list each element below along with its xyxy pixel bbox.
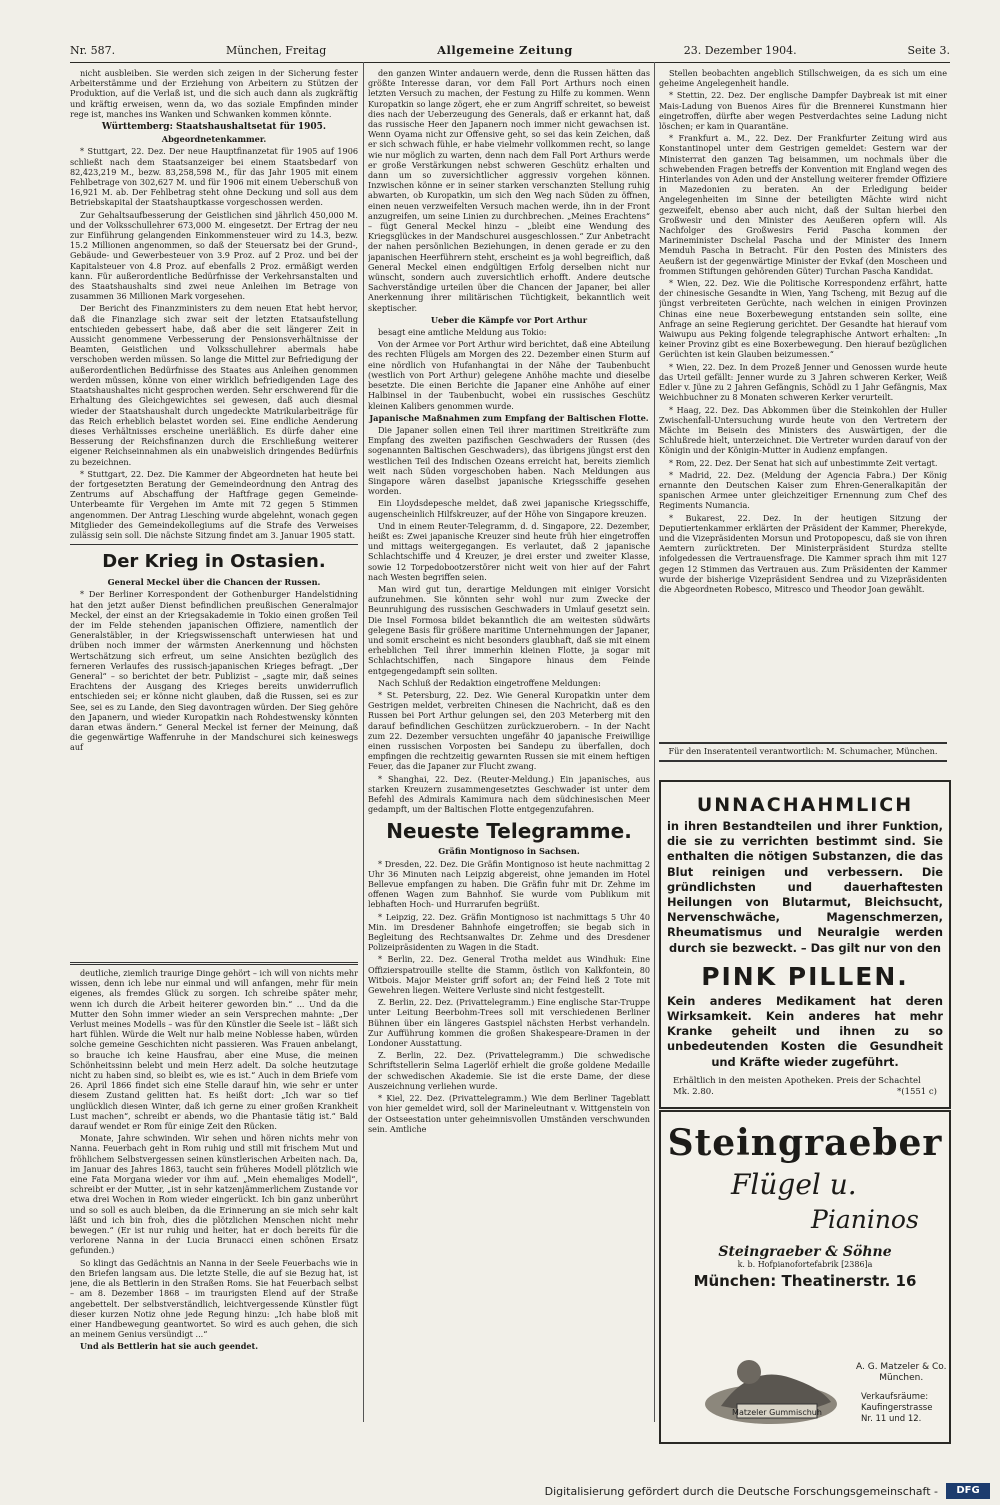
footer-text: Digitalisierung gefördert durch die Deutsche Forschungsgemeinschaft -	[544, 1485, 938, 1498]
telegram-text: * Berlin, 22. Dez. General Trotha meldet aus Windhuk: Eine Offizierspatrouille stellte die Stamm, östlich von Kalkfontein, 80 Witbois. Major Meister griff sofort an; der Feind ließ 2 Tote mit Gewehren liegen. Weitere Verluste sind nicht festgestellt.	[368, 954, 650, 996]
ad-salesrooms	[861, 1392, 932, 1425]
article-text: besagt eine amtliche Meldung aus Tokio:	[378, 327, 547, 338]
advertisement-steingraeber	[659, 1110, 951, 1444]
imprint-rule-top	[659, 742, 947, 744]
section-subheading: Abgeordnetenkammer.	[161, 134, 267, 145]
salesrooms-number: Nr. 11 und 12.	[861, 1414, 922, 1424]
feuilleton-text: deutliche, ziemlich traurige Dinge gehört – ich will von nichts mehr wissen, denn ich lebe nur einmal und will anfangen, mehr für mein eigenes, als fremdes Glück zu sorgen. Ich schreibe später mehr, wenn ich durch die Arbeit heiterer geworden bin.“ ... Und da die Mutter den Sohn immer wieder an sein Versprechen mahnte: „Der Verlust meines Modells – was für den Künstler die Seele ist – läßt sich hart fühlen. Würde die Welt nur halb meine Noblesse haben, würden solche gemeine Geschichten nicht passieren. Was Frauen anbelangt, so brauche ich keine Hausfrau, aber eine Muse, die meinen Schönheitssinn belebt und mein Herz adelt. Da solche heutzutage nicht zu haben sind, so bleibt es, wie es ist.“ Auch in dem Briefe vom 26. April 1866 findet sich eine Stelle darauf hin, wie sehr er unter diesem Zustand gelitten hat. Es heißt dort: „Ich war so tief unglücklich diesen Winter, daß ich gerne zu einer großen Krankheit Lust machen“, schreibt er abends, wo die Phantasie tätig ist.“ Bald darauf wendet er Rom für einige Zeit den Rücken.	[70, 968, 358, 1132]
column-2	[368, 68, 650, 1430]
article-text: * Der Berliner Korrespondent der Gothenburger Handelstidning hat den jetzt außer Dienst befindlichen preußischen Generalmajor Meckel, der einst an der Kriegsakademie in Tokio einen großen Teil der im Felde stehenden japanischen Offiziere, namentlich der Generalstäbler, in der Kriegswissenschaft unterwiesen hat und drüben noch immer der wärmsten Anerkennung und höchsten Wertschätzung sich erfreut, um seine Ansichten bezüglich des ferneren Verlaufes des russisch-japanischen Krieges befragt. „Der General“ – so berichtet der betr. Publizist – „sagte mir, daß seines Erachtens der Ausgang des Krieges bereits unwiderruflich entschieden sei; er könne nicht glauben, daß die Russen, sei es zur See, sei es zu Lande, den Sieg davontragen würden. Der Sieg gehöre den Japanern, und wieder Kuropatkin nach Rohdestwensky könnten daran etwas ändern.“ General Meckel ist ferner der Meinung, daß die gegenwärtige Waffenruhe in der Mandschurei sich keineswegs auf	[70, 589, 358, 753]
ad-line-pianinos: Pianinos	[811, 1205, 919, 1234]
shoe-label: Matzeler Gummischuh	[732, 1408, 822, 1417]
page-header	[70, 40, 950, 60]
column-divider	[363, 62, 364, 1422]
ad-headline: UNNACHAHMLICH	[696, 794, 914, 816]
ad-code: *(1551 c)	[897, 1086, 937, 1097]
section-headline: Neueste Telegramme.	[386, 819, 632, 844]
telegram-text: Stellen beobachten angeblich Stillschweigen, da es sich um eine geheime Angelegenheit handle.	[659, 68, 947, 89]
column-1-feuilleton	[70, 968, 358, 1430]
ad-subtitle	[661, 1260, 949, 1269]
telegram-text: * Stettin, 22. Dez. Der englische Dampfer Daybreak ist mit einer Mais-Ladung von Buenos Aires für die Brennerei Kunstmann hier eingetroffen, dürfte aber wegen Pestverdachtes seine Ladung nicht löschen; er kam in Quarantäne.	[659, 90, 947, 132]
advertisement-pink-pillen	[659, 780, 951, 1109]
salesrooms-label: Verkaufsräume:	[861, 1392, 929, 1402]
telegram-text: * Rom, 22. Dez. Der Senat hat sich auf unbestimmte Zeit vertagt.	[669, 457, 938, 468]
telegram-text: * Frankfurt a. M., 22. Dez. Der Frankfurter Zeitung wird aus Konstantinopel unter dem Gestrigen gemeldet: Gestern war der Ministerrat den ganzen Tag beisammen, um nochmals über die schwebenden Fragen betreffs der Konvention mit England wegen des Hinterlandes von Aden und der Anstellung weiterer fremder Offiziere in Mazedonien zu beraten. An der Erledigung beider Angelegenheiten im Sinne der beteiligten Mächte wird nicht gezweifelt, ebenso aber auch nicht, daß der Sultan hierbei den Großwesir und den Minister des Aeußeren opfern will. Als Nachfolger des Großwesirs Ferid Pascha kommen der Marineminister Dschelal Pascha und der Minister des Innern Memduh Pascha in Betracht. Für den Posten des Ministers des Aeußern ist der gegenwärtige Minister der Evkaf (den Moscheen und frommen Stiftungen gehörenden Güter) Turchan Pascha Kandidat.	[659, 133, 947, 276]
ad-address: München: Theatinerstr. 16	[693, 1272, 917, 1290]
article-text: * St. Petersburg, 22. Dez. Wie General Kuropatkin unter dem Gestrigen meldet, verbreiten Chinesen die Nachricht, daß es den Russen bei Port Arthur gelungen sei, den 203 Meterberg mit den darauf befindlichen Geschützen zurückzuerobern. – In der Nacht zum 22. Dezember versuchten ungefähr 40 japanische Freiwillige einen russischen Vorposten bei Sandepu zu überfallen, doch empfingen die rechtzeitig gewarnten Russen sie mit einem heftigen Feuer, das die Japaner zur Flucht zwang.	[368, 689, 650, 772]
column-3	[659, 68, 947, 740]
article-text: Man wird gut tun, derartige Meldungen mit einiger Vorsicht aufzunehmen. Sie könnten sehr wohl nur zum Zwecke der Beunruhigung des russischen Geschwaders in Umlauf gesetzt sein. Die Insel Formosa bildet bekanntlich die am weitesten südwärts gelegene Basis für größere maritime Unternehmungen der Japaner, und somit erscheint es nicht besonders glaubhaft, daß sie mit einem erheblichen Teil ihrer immerhin kleinen Flotte, ja sogar mit Schlachtschiffen, nach Singapore hinaus dem Feinde entgegengedampft sein sollten.	[368, 583, 650, 676]
telegram-text: Z. Berlin, 22. Dez. (Privattelegramm.) Eine englische Star-Truppe unter Leitung Beerbohm-Trees soll mit verschiedenen Berliner Bühnen über ein längeres Gastspiel nächsten Herbst verhandeln. Zur Aufführung kommen die großen Shakespeare-Dramen in der Londoner Ausstattung.	[368, 997, 650, 1049]
city-day: München, Freitag	[226, 43, 327, 57]
telegram-text: * Madrid, 22. Dez. (Meldung der Agencia Fabra.) Der König ernannte den Deutschen Kaiser zum Ehren-Generalkapitän der spanischen Armee unter gleichzeitiger Ernennung zum Chef des Regiments Numancia.	[659, 469, 947, 511]
feuilleton-text: So klingt das Gedächtnis an Nanna in der Seele Feuerbachs wie in den Briefen langsam aus. Die letzte Stelle, die auf sie Bezug hat, ist jene, die als Bettlerin in den Straßen Roms. Sie hat Feuerbach selbst – am 8. Dezember 1868 – im traurigsten Elend auf der Straße angebettelt. Der selbstverständlich, leichtvergessende Künstler fügt dieser kurzen Notiz ohne jede Regung hinzu: „Ich habe bloß mit einer Handbewegung geantwortet. So wird es auch gehen, die sich an meinem Genius versündigt ...“	[70, 1257, 358, 1340]
telegram-text: * Wien, 22. Dez. In dem Prozeß Jenner und Genossen wurde heute das Urteil gefällt: Jenner wurde zu 3 Jahren schweren Kerker, Weiß Edler v. Jüne zu 2 Jahren Gefängnis, Schödl zu 1 Jahr Gefängnis, Max Weichbuchner zu 8 Monaten schweren Kerker verurteilt.	[659, 361, 947, 403]
article-text: Zur Gehaltsaufbesserung der Geistlichen sind jährlich 450,000 M. und der Volksschullehrer 673,000 M. eingesetzt. Der Ertrag der neu zur Einführung gelangenden Einkommensteuer wird zu 14.3, bezw. 15.2 Millionen angenommen, so daß der Steuersatz bei der Grund-, Gebäude- und Gewerbesteuer von 3.9 Proz. auf 2 Proz. und bei der Kapitalsteuer von 4.8 Proz. auf ebenfalls 2 Proz. ermäßigt werden kann. Für außerordentliche Bedürfnisse der Verkehrsanstalten und des Staatshaushalts sind zwei neue Anleihen im Betrage von zusammen 36 Millionen Mark vorgesehen.	[70, 209, 358, 302]
section-heading: Württemberg: Staatshaushaltsetat für 1905.	[101, 122, 327, 133]
column-1	[70, 68, 358, 958]
issue-number: Nr. 587.	[70, 43, 116, 57]
column-divider	[654, 62, 655, 1422]
article-text: Von der Armee vor Port Arthur wird berichtet, daß eine Abteilung des rechten Flügels am Morgen des 22. Dezember einen Sturm auf eine nördlich von Hufanhangtai in der Nähe der Taubenbucht (westlich von Port Arthur) gelegene Anhöhe machte und dieselbe besetzte. Die einen Berichte die Japaner eine Anhöhe auf einer Halbinsel in der Taubenbucht, wobei ein russisches Geschütz kleinen Kalibers genommen wurde.	[368, 339, 650, 411]
imprint: Für den Inseratenteil verantwortlich: M. Schumacher, München.	[668, 746, 938, 756]
issue-date: 23. Dezember 1904.	[683, 43, 797, 57]
telegram-text: * Bukarest, 22. Dez. In der heutigen Sitzung der Deputiertenkammer erklärten der Präsident der Kammer, Pherekyde, und die Vizepräsidenten Morsun und Protopopescu, daß sie von ihren Aemtern zurücktreten. Der Ministerpräsident Sturdza stellte infolgedessen die Vertrauensfrage. Die Kammer sprach ihm mit 127 gegen 12 Stimmen das Vertrauen aus. Zum Präsidenten der Kammer wurde der bisherige Vizepräsident Sendrea und zu Vizepräsidenten die Abgeordneten Robesco, Mitresco und Theodor Joan gewählt.	[659, 512, 947, 594]
telegram-text: * Wien, 22. Dez. Wie die Politische Korrespondenz erfährt, hatte der chinesische Gesandte in Wien, Yang Tscheng, mit Bezug auf die jüngst verbreiteten Gerüchte, nach welchen in einigen Provinzen Chinas eine neue Boxerbewegung entstanden sein sollte, eine Anfrage an seine Regierung gerichtet. Der Gesandte hat hierauf vom Waiwupu aus Peking folgende telegraphische Antwort erhalten: „In keiner Provinz gibt es eine Boxerbewegung. Den hierauf bezüglichen Gerüchten ist kein Glauben beizumessen.“	[659, 278, 947, 360]
ad-body-2: Kein anderes Medikament hat deren Wirksamkeit. Kein anderes hat mehr Kranke geheilt und ihnen zu so unbedeutenden Kosten die Gesundheit und Kräfte wieder zugeführt.	[667, 993, 943, 1069]
header-rule	[70, 62, 950, 63]
ad-sub: k. b. Hofpianofortefabrik	[737, 1260, 839, 1269]
article-text: * Shanghai, 22. Dez. (Reuter-Meldung.) Ein japanisches, aus starken Kreuzern zusammengesetztes Geschwader ist unter dem Befehl des Admirals Kamimura nach dem südchinesischen Meer gedampft, um der Baltischen Flotte entgegenzufahren.	[368, 773, 650, 815]
company-name: A. G. Matzeler & Co.	[856, 1362, 947, 1372]
ad-line-fluegel: Flügel u.	[731, 1168, 857, 1201]
section-subheading: General Meckel über die Chancen der Russen.	[107, 577, 321, 588]
ad-company	[856, 1362, 946, 1384]
telegram-text: * Haag, 22. Dez. Das Abkommen über die Steinkohlen der Huller Zwischenfall-Untersuchung wurde heute von den Vertretern der Mächte im Beisein des Ministers des Auswärtigen, der die Schlußrede hielt, unterzeichnet. Die Vertreter wurden darauf von der Königin und der Königin-Mutter in Audienz empfangen.	[659, 404, 947, 456]
ad-availability: Erhältlich in den meisten Apotheken. Preis der Schachtel Mk. 2.80.	[673, 1075, 921, 1097]
section-subheading: Japanische Maßnahmen zum Empfang der Baltischen Flotte.	[369, 412, 649, 423]
telegram-text: * Leipzig, 22. Dez. Gräfin Montignoso ist nachmittags 5 Uhr 40 Min. im Dresdener Bahnhofe eingetroffen; sie begab sich in Begleitung des Rechtsanwaltes Dr. Zehme und des Dresdener Polizeipräsidenten zu Wagen in die Stadt.	[368, 911, 650, 953]
telegram-text: * Kiel, 22. Dez. (Privattelegramm.) Wie dem Berliner Tageblatt von hier gemeldet wird, soll der Marineleutnant v. Wittgenstein von der Ostseestation unter geheimnisvollen Umständen verschwunden sein. Amtliche	[368, 1093, 650, 1134]
feuilleton-rule	[70, 962, 358, 965]
dfg-logo-icon: DFG	[946, 1483, 990, 1499]
article-text: Die Japaner sollen einen Teil ihrer maritimen Streitkräfte zum Empfang des zweiten pazifischen Geschwaders der Russen (des sogenannten Baltischen Geschwaders), das übrigens jüngst erst den westlichen Teil des Indischen Ozeans erreicht hat, bereits ziemlich weit nach Süden vorgeschoben haben. Nach Meldungen aus Singapore wären daselbst japanische Kriegsschiffe gesehen worden.	[368, 424, 650, 497]
article-text: * Stuttgart, 22. Dez. Die Kammer der Abgeordneten hat heute bei der fortgesetzten Beratung der Gemeindeordnung den Antrag des Zentrums auf Abschaffung der Haftfrage gegen Gemeinde-Unterbeamte für Vergehen im Amte mit 72 gegen 5 Stimmen angenommen. Der Antrag Liesching wurde abgelehnt, wonach gegen Mitglieder des Gemeindekollegiums auf die Strafe des Verweises zulässig sein soll. Die nächste Sitzung findet am 3. Januar 1905 statt.	[70, 468, 358, 540]
article-text: Nach Schluß der Redaktion eingetroffene Meldungen:	[378, 677, 601, 688]
newspaper-title: Allgemeine Zeitung	[437, 43, 573, 57]
digitization-footer	[0, 1478, 1000, 1505]
section-headline: Der Krieg in Ostasien.	[102, 551, 326, 573]
ad-body: in ihren Bestandteilen und ihrer Funktion, die sie zu verrichten bestimmt sind. Sie enthalten die nötigen Substanzen, die das Blut reinigen und verbessern. Die gründlichsten und dauerhaftesten Heilungen von Blutarmut, Bleichsucht, Nervenschwäche, Magenschmerzen, Rheumatismus und Neuralgie werden durch sie bezweckt. – Das gilt nur von den	[667, 819, 943, 955]
ad-code: [2386]a	[841, 1260, 873, 1269]
ad-firm: Steingraeber & Söhne	[718, 1244, 892, 1260]
ad-small-print	[673, 1076, 937, 1098]
company-city: München.	[879, 1373, 924, 1383]
article-text: * Stuttgart, 22. Dez. Der neue Hauptfinanzetat für 1905 auf 1906 schließt nach dem Staatsanzeiger bei einem Staatsbedarf von 82,423,219 M., bezw. 83,258,598 M., für das Jahr 1905 mit einem Fehlbetrage von 302,627 M. und für 1906 mit einem Ueberschuß von 16,921 M. ab. Der Fehlbetrag steht ohne Deckung und soll aus dem Betriebskapital der Staatshauptkasse vorgeschossen werden.	[70, 146, 358, 208]
article-text: nicht ausbleiben. Sie werden sich zeigen in der Sicherung fester Arbeiterstämme und der Erziehung von Arbeitern zu Stützen der Produktion, auf die Verlaß ist, und die sich auch dann als zugkräftig und kräftig erweisen, wenn da, wo das soziale Empfinden minder rege ist, manches ins Wanken und Schwanken kommen könnte.	[70, 68, 358, 119]
section-subheading: Ueber die Kämpfe vor Port Arthur	[430, 314, 588, 325]
section-subheading: Gräfin Montignoso in Sachsen.	[438, 846, 580, 857]
telegram-text: * Dresden, 22. Dez. Die Gräfin Montignoso ist heute nachmittag 2 Uhr 36 Minuten nach Leipzig abgereist, ohne jemanden im Hotel Bellevue empfangen zu haben. Die Gräfin fuhr mit Dr. Zehme im offenen Wagen zum Bahnhof. Sie wurde vom Publikum mit lebhaften Hoch- und Hurrarufen begrüßt.	[368, 858, 650, 910]
imprint-rule-bottom	[659, 760, 947, 762]
telegram-text: Z. Berlin, 22. Dez. (Privattelegramm.) Die schwedische Schriftstellerin Selma Lagerlöf erhielt die große goldene Medaille der schwedischen Akademie. Sie ist die erste Dame, der diese Auszeichnung verliehen wurde.	[368, 1050, 650, 1091]
page-number: Seite 3.	[907, 43, 950, 57]
section-rule	[70, 544, 358, 545]
brand-logo: Steingraeber	[667, 1122, 943, 1164]
shoe-illustration-icon	[691, 1344, 851, 1432]
feuilleton-text: Monate, Jahre schwinden. Wir sehen und hören nichts mehr von Nanna. Feuerbach geht in Rom ruhig und still mit frischem Mut und fröhlichem Selbstvergessen seinen künstlerischen Arbeiten nach. Da, im Januar des Jahres 1863, taucht sein früheres Modell plötzlich wie eine Fata Morgana wieder vor ihm auf. „Mein ehemaliges Modell“, schreibt er der Mutter, „ist in sehr katzenjämmerlichem Zustande vor etwa drei Wochen in Rom wieder eingerückt. Ich bin ganz unberührt und so soll es auch bleiben, da die Erinnerung an sie mich sehr kalt läßt und ich bin froh, dies die plötzlichen Menschen nicht mehr bewegen.“ (Er ist nur ruhig und heiter, hat er doch bereits für die verlorene Nanna in der Lucia Brunacci einen schönen Ersatz gefunden.)	[70, 1133, 358, 1256]
ad-product: PINK PILLEN.	[701, 961, 909, 991]
feuilleton-end: Und als Bettlerin hat sie auch geendet.	[80, 1341, 259, 1352]
article-text: den ganzen Winter andauern werde, denn die Russen hätten das größte Interesse daran, vor dem Fall Port Arthurs noch einen letzten Versuch zu machen, der Festung zu Hilfe zu kommen. Wenn Kuropatkin so lange zögert, ehe er zum Angriff schreitet, so beweist dies nach der Ueberzeugung des Generals, daß er erkannt hat, daß das russische Heer den Japanern noch immer nicht gewachsen ist. Wenn Oyama nicht zur Offensive geht, so sei das kein Zeichen, daß er sich schwach fühle, er habe vielmehr vollkommen recht, so lange wie nur möglich zu warten, denn nach dem Fall Port Arthurs werde er große Verstärkungen nebst schweren Geschütz erhalten und dann um so zuversichtlicher aggressiv vorgehen können. Inzwischen könne er in seiner starken verschanzten Stellung ruhig abwarten, ob Kuropatkin, um sich den Weg nach Süden zu öffnen, einen neuen verzweifelten Versuch machen werde, ihn in der Front anzugreifen, um seine Linien zu durchbrechen. „Meines Erachtens“ – fügt General Meckel hinzu – „bleibt eine Wendung des Kriegsglückes in der Mandschurei ausgeschlossen.“ Zur Anbetracht der nahen persönlichen Beziehungen, in denen gerade er zu den japanischen Heerführern steht, erscheint es ja wohl begreiflich, daß General Meckel einen endgültigen Erfolg derselben nicht nur wünscht, sondern auch zuversichtlich erhofft. Andere deutsche Sachverständige urteilen über die Chancen der Japaner, bei aller Anerkennung ihrer militärischen Tüchtigkeit, bekanntlich weit skeptischer.	[368, 68, 650, 313]
salesrooms-street: Kaufingerstrasse	[861, 1403, 933, 1413]
article-text: Und in einem Reuter-Telegramm, d. d. Singapore, 22. Dezember, heißt es: Zwei japanische Kreuzer sind heute früh hier eingetroffen und mittags weitergegangen. Es verlautet, daß 2 japanische Schlachtschiffe und 4 Kreuzer, je drei erster und zweiter Klasse, sowie 12 Torpedobootzerstörer nicht weit von hier auf der Fahrt nach Westen begriffen seien.	[368, 520, 650, 582]
article-text: Der Bericht des Finanzministers zu dem neuen Etat hebt hervor, daß die Finanzlage sich zwar seit der letzten Etatsaufstellung entschieden gebessert habe, daß aber die seit längerer Zeit in Aussicht genommene Verbesserung der Pensionsverhältnisse der Beamten, Geistlichen und Volksschullehrer abermals habe verschoben werden müssen. So lange die Mittel zur Befriedigung der außerordentlichen Bedürfnisse des Staates aus Anleihen genommen werden müssen, könne von einer wirklich befriedigenden Lage des Staatshaushaltes nicht gesprochen werden. Sehr erschwerend für die Erhaltung des Gleichgewichtes sei gewesen, daß auch diesmal wieder der Staatshaushalt durch ungedeckte Matrikularbeiträge für das Reich erheblich belastet worden sei. Eine endliche Aenderung dieses Verhältnisses erscheine unerläßlich. Es dürfe daher eine Besserung der Reichsfinanzen durch die Erschließung weiterer eigener Reichseinnahmen als ein unabweislich dringendes Bedürfnis zu bezeichnen.	[70, 303, 358, 467]
article-text: Ein Lloydsdepesche meldet, daß zwei japanische Kriegsschiffe, augenscheinlich Hilfskreuzer, auf der Höhe von Singapore kreuzen.	[368, 498, 650, 519]
